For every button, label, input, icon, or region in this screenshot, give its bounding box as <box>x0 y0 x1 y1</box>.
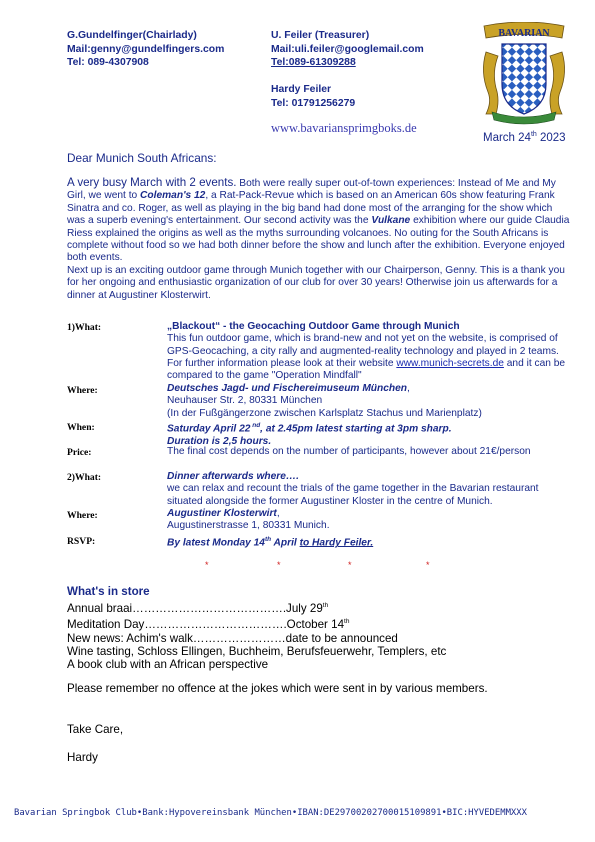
list-item: Meditation Day……………………………….October 14th <box>67 618 350 632</box>
event2-what-label: 2)What: <box>67 472 102 483</box>
event1-where: Deutsches Jagd- und Fischereimuseum München, Neuhauser Str. 2, 80331 München (In der Fußgängerzone zwischen Karlsplatz Stachus und Marienplatz) <box>167 383 482 419</box>
list-item: Wine tasting, Schloss Ellingen, Buchheim, Berufsfeuerwehr, Templers, etc <box>67 644 447 658</box>
signature-name: Hardy <box>67 751 98 764</box>
store-list <box>67 599 577 672</box>
event1-desc: This fun outdoor game, which is brand-new and not yet on the website, is comprised of GPS-Geocaching, a city rally and augmented-reality technology and played in 2 teams. For further information please look at their website www.munich-secrets.de and it can be compared to the game "Operation Mindfall" <box>167 333 566 382</box>
intro-paragraph: A very busy March with 2 events. Both were really super out-of-town experiences: Instead of Me and My Girl, we went to Coleman's 12, a Rat-Pack-Revue which is based on an American 60s show featuring Frank Sinatra and co. Roger, as well as playing in the big band had done most of the arranging for the show which was a superb evening's entertainment. Our second activity was the Vulkane exhibition where our guide Claudia Riess explained the origins as well as the myths surrounding volcanoes. No outing for the South Africans is complete without food so we had both dinner before the show and lunch after the exhibition. Everyone enjoyed both events. Next up is an exciting outdoor game through Munich together with our Chairperson, Genny. This is a thank you for her ongoing and enthusiastic organization of our club for over 30 years! Otherwise join us afterwards for a dinner at Augustiner Klosterwirt. <box>67 176 570 301</box>
greeting: Dear Munich South Africans: <box>67 151 217 165</box>
letter-date: March 24th 2023 <box>483 131 566 144</box>
logo-text: BAVARIAN <box>498 28 550 39</box>
event1-when-label: When: <box>67 422 95 433</box>
chairlady-tel: Tel: 089-4307908 <box>67 57 149 68</box>
event1-when: Saturday April 22 $^{nd}$, at 2.45pm latest starting at 3pm sharp. Duration is 2,5 hours. <box>167 422 452 447</box>
chairlady-contact <box>67 29 224 70</box>
separator-star: * <box>205 560 209 570</box>
list-item: New news: Achim's walk……………………date to be announced <box>67 631 398 645</box>
treasurer-mail[interactable]: Mail:uli.feiler@googlemail.com <box>271 43 424 55</box>
store-heading: What's in store <box>67 585 150 598</box>
website-link[interactable]: www.bavariansprimgboks.de <box>271 121 417 135</box>
treasurer-tel-link[interactable]: Tel:089-61309288 <box>271 57 356 68</box>
footer-bank-details: Bavarian Springbok Club•Bank:Hypovereinsbank München•IBAN:DE29700202700015109891•BIC:HYVEDEMMXXX <box>14 808 527 818</box>
list-item: A book club with an African perspective <box>67 658 269 672</box>
event1-title: „Blackout“ - the Geocaching Outdoor Game through Munich <box>167 321 460 332</box>
treasurer-contact <box>271 29 424 110</box>
event2-block: Dinner afterwards where…. we can relax and recount the trials of the game together in the Bavarian restaurant situated alongside the former Augustiner Kloster in the centre of Munich. <box>167 471 539 507</box>
separator-star: * <box>426 560 430 570</box>
bavarian-logo <box>478 22 570 126</box>
munich-secrets-link[interactable]: www.munich-secrets.de <box>396 357 504 369</box>
treasurer-name: U. Feiler (Treasurer) <box>271 30 370 41</box>
event1-price-label: Price: <box>67 447 92 458</box>
chairlady-name: G.Gundelfinger(Chairlady) <box>67 30 197 41</box>
hardy-tel: Tel: 01791256279 <box>271 97 356 109</box>
hardy-name: Hardy Feiler <box>271 84 332 95</box>
event1-what-label: 1)What: <box>67 322 102 333</box>
separator-star: * <box>277 560 281 570</box>
event2-where-label: Where: <box>67 510 98 521</box>
remember-note: Please remember no offence at the jokes which were sent in by various members. <box>67 682 488 695</box>
separator-star: * <box>348 560 352 570</box>
event1-where-label: Where: <box>67 385 98 396</box>
chairlady-mail[interactable]: Mail:genny@gundelfingers.com <box>67 43 225 55</box>
take-care: Take Care, <box>67 723 124 736</box>
event2-rsvp-label: RSVP: <box>67 536 96 547</box>
list-item: Annual braai………………………………….July 29th <box>67 601 329 615</box>
event2-where: Augustiner Klosterwirt, Augustinerstrasse 1, 80331 Munich. <box>167 508 330 532</box>
event1-price: The final cost depends on the number of participants, however about 21€/person <box>167 446 531 457</box>
event1-block <box>167 321 575 382</box>
event2-rsvp: By latest Monday 14th April to Hardy Feiler. <box>167 536 374 549</box>
